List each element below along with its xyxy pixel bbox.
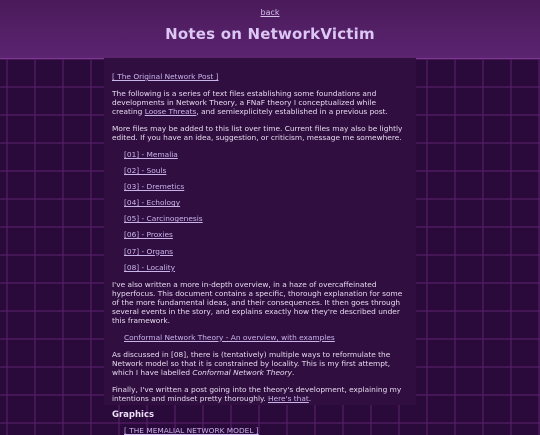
original-post-link[interactable]: [ The Original Network Post ] (112, 72, 219, 81)
overview-link-paragraph (112, 333, 408, 342)
back-link[interactable]: back (260, 8, 280, 17)
file-link-proxies[interactable]: [06] - Proxies (124, 230, 173, 240)
file-list-item (124, 182, 408, 191)
original-post-paragraph (112, 72, 408, 81)
page-title: Notes on NetworkVictim (165, 25, 375, 43)
graphics-item (112, 426, 408, 435)
overview-paragraph: I've also written a more in-depth overview, in a haze of overcaffeinated hyperfocus. This document contains a specific, thorough explanation for some of the more fundamental ideas, and their consequences. It then goes through several events in the story, and explains exactly how they're described under this framework. (112, 279, 403, 325)
file-link-souls[interactable]: [02] - Souls (124, 166, 167, 176)
final-end: . (308, 393, 312, 403)
final-text: Finally, I've written a post going into the theory's development, explaining my intentions and mindset pretty thoroughly. (112, 384, 402, 403)
file-list-item (124, 247, 408, 256)
conformal-text: As discussed in [08], there is (tentatively) multiple ways to reformulate the Network model so that it is constrained by locality. This is my first attempt, which I have labelled (112, 349, 391, 377)
final-paragraph (112, 385, 408, 403)
conformal-end: . (291, 367, 295, 377)
file-list-item (124, 230, 408, 239)
file-list-item (124, 214, 408, 223)
development-post-link[interactable]: Here's that (268, 393, 309, 403)
file-list-item (124, 263, 408, 272)
back-link-container (0, 8, 540, 17)
intro-text: The following is a series of text files establishing some foundations and developments in Network Theory, a FNaF theory I conceptualized while creating (112, 89, 377, 116)
loose-threats-link[interactable]: Loose Threats (144, 107, 197, 116)
main-content (104, 58, 416, 435)
file-link-dremetics[interactable]: [03] - Dremetics (124, 182, 185, 192)
file-list-item (124, 198, 408, 207)
intro-text-end: , and semiexplicitely established in a previous post. (196, 107, 388, 116)
file-list (112, 150, 408, 272)
file-link-organs[interactable]: [07] - Organs (124, 246, 174, 256)
overview-link[interactable]: Conformal Network Theory - An overview, with examples (124, 332, 335, 342)
graphics-heading: Graphics (112, 409, 155, 420)
graphics-link[interactable]: [ THE MEMALIAL NETWORK MODEL ] (124, 425, 259, 435)
page-header (0, 0, 540, 59)
file-link-carcinogenesis[interactable]: [05] - Carcinogenesis (124, 214, 203, 224)
conformal-emphasis: Conformal Network Theory (192, 367, 292, 377)
file-list-item (124, 150, 408, 159)
file-link-locality[interactable]: [08] - Locality (124, 262, 176, 272)
file-link-echology[interactable]: [04] - Echology (124, 198, 181, 208)
file-link-memalia[interactable]: [01] - Memalia (124, 150, 178, 159)
file-list-item (124, 166, 408, 175)
conformal-paragraph (112, 350, 408, 377)
intro-paragraph (112, 89, 408, 116)
more-files-paragraph: More files may be added to this list over time. Current files may also be lightly edited. If you have an idea, suggestion, or criticism, message me somewhere. (112, 124, 403, 142)
